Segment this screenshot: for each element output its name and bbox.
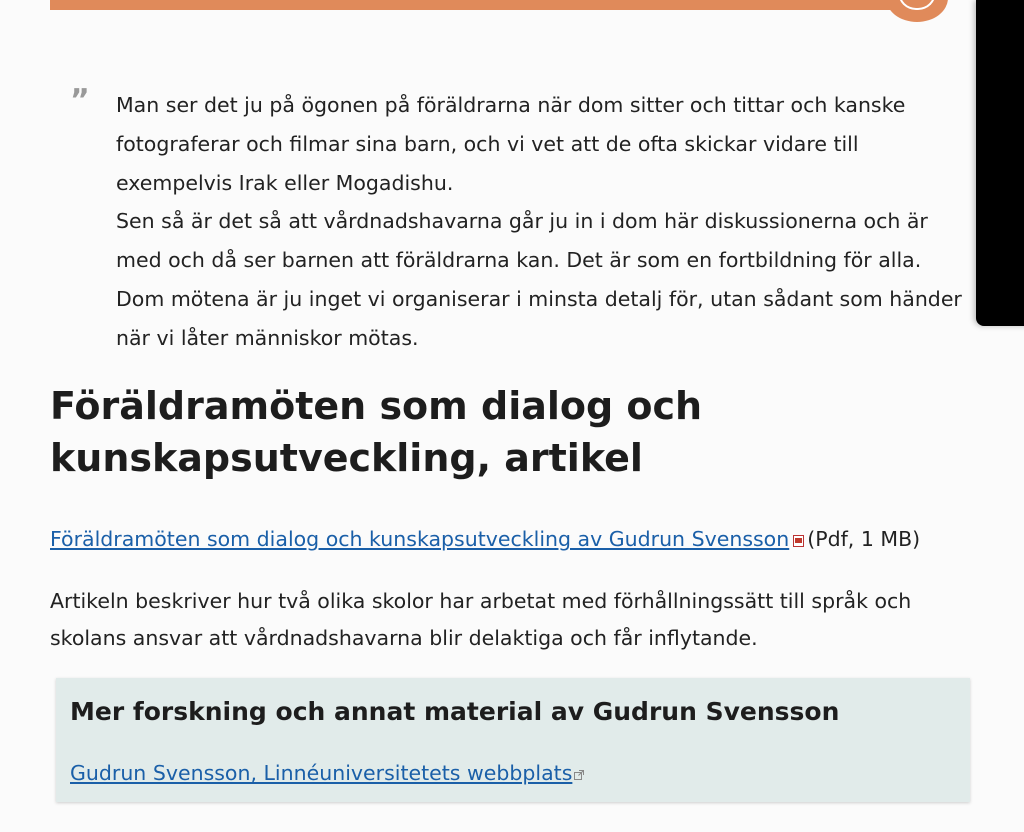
external-website-link[interactable]: Gudrun Svensson, Linnéuniversitetets webbplats	[70, 761, 573, 785]
quote-paragraph: Man ser det ju på ögonen på föräldrarna när dom sitter och tittar och kanske fotograferar och filmar sina barn, och vi vet att de ofta skickar vidare till exempelvis Irak eller Mogadishu.	[116, 93, 906, 195]
quote-icon: ”	[70, 83, 88, 118]
quote-block	[116, 86, 966, 358]
document-meta: (Pdf, 1 MB)	[807, 527, 921, 551]
pdf-icon	[793, 535, 804, 547]
accent-circle-button[interactable]	[886, 0, 948, 22]
quote-paragraph: Sen så är det så att vårdnadshavarna går ju in i dom här diskussionerna och är med och då ser barnen att föräldrarna kan. Det är som en fortbildning för alla. Dom mötena är ju inget vi organiserar i minsta detalj för, utan sådant som händer när vi låter människor mötas.	[116, 209, 962, 350]
section-description: Artikeln beskriver hur två olika skolor har arbetat med förhållningssätt till språk och skolans ansvar att vårdnadshavarna blir delaktiga och får inflytande.	[50, 589, 912, 650]
more-material-link-line	[70, 758, 584, 788]
more-material-box	[56, 678, 970, 802]
section-heading: Föräldramöten som dialog och kunskapsutveckling, artikel	[50, 384, 703, 480]
document-link-line	[50, 524, 1000, 554]
accent-bar	[50, 0, 902, 10]
side-panel	[976, 0, 1024, 326]
document-link[interactable]: Föräldramöten som dialog och kunskapsutveckling av Gudrun Svensson	[50, 527, 790, 551]
more-material-title: Mer forskning och annat material av Gudrun Svensson	[70, 697, 840, 726]
external-link-icon	[574, 770, 584, 780]
